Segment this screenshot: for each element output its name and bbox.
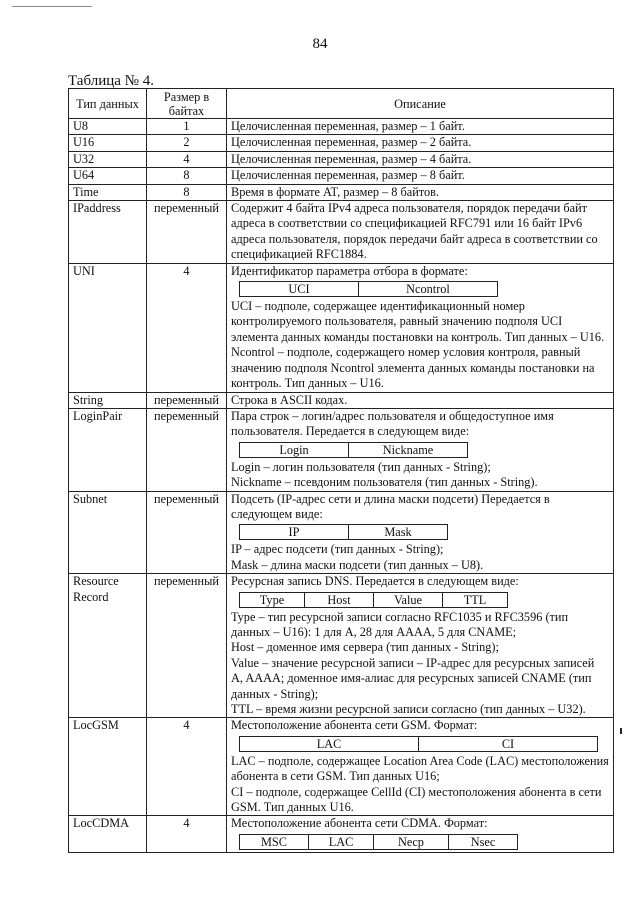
table-row (69, 201, 614, 264)
cell-description (227, 574, 614, 718)
description-text: Целочисленная переменная, размер – 8 байт. (231, 168, 465, 183)
cell-description (227, 201, 614, 264)
description-intro: Местоположение абонента сети CDMA. Формат: (231, 816, 488, 831)
format-diagram (239, 281, 498, 297)
cell-description (227, 816, 614, 852)
description-text: Целочисленная переменная, размер – 4 байта. (231, 151, 472, 166)
cell-description (227, 119, 614, 135)
format-field: TTL (443, 592, 508, 607)
description-text: IP – адрес подсети (тип данных - String); (231, 542, 444, 557)
format-field: Type (240, 592, 305, 607)
cell-size: 4 (147, 816, 227, 852)
description-text: Целочисленная переменная, размер – 2 байта. (231, 135, 472, 150)
table-row (69, 168, 614, 184)
description-text: Type – тип ресурсной записи согласно RFC1035 и RFC3596 (тип данных – U16): 1 для A, 28 для AAAA, 5 для CNAME; (231, 609, 569, 639)
table-row (69, 263, 614, 392)
cell-type: U64 (69, 168, 147, 184)
cell-type: Subnet (69, 491, 147, 574)
table-row (69, 135, 614, 151)
cell-size: переменный (147, 201, 227, 264)
format-diagram (239, 736, 598, 752)
description-text: TTL – время жизни ресурсной записи согласно (тип данных – U32). (231, 702, 586, 716)
table-row (69, 151, 614, 167)
format-field: LAC (240, 736, 419, 751)
table-row (69, 718, 614, 816)
table-row (69, 392, 614, 408)
cell-type: U8 (69, 119, 147, 135)
table-row (69, 574, 614, 718)
format-field: IP (240, 525, 349, 540)
scan-mark (12, 6, 92, 7)
table-caption: Таблица № 4. (68, 73, 154, 89)
scan-mark (620, 728, 622, 734)
description-text: UCI – подполе, содержащее идентификационный номер контролируемого пользователя, равный значению подполя UCI элемента данных команды постановки на контроль. Тип данных – U16. (231, 299, 605, 344)
format-field: LAC (309, 834, 374, 849)
cell-type: String (69, 392, 147, 408)
cell-type: U16 (69, 135, 147, 151)
cell-type: UNI (69, 263, 147, 392)
description-text: Mask – длина маски подсети (тип данных – U8). (231, 557, 484, 572)
cell-type: IPaddress (69, 201, 147, 264)
description-intro: Местоположение абонента сети GSM. Формат: (231, 718, 478, 733)
description-text: Содержит 4 байта IPv4 адреса пользователя, порядок передачи байт адреса в соответствии со спецификацией RFC791 или 16 байт IPv6 адреса пользователя, порядок передачи байт адреса в соответствии со спецификацией RFC1884. (231, 201, 598, 262)
cell-size: 2 (147, 135, 227, 151)
table-header-row (69, 89, 614, 119)
table-row (69, 119, 614, 135)
cell-description (227, 491, 614, 574)
description-intro: Подсеть (IP-адрес сети и длина маски подсети) Передается в следующем виде: (231, 491, 550, 521)
cell-type: LocCDMA (69, 816, 147, 852)
description-intro: Пара строк – логин/адрес пользователя и общедоступное имя пользователя. Передается в следующем виде: (231, 408, 554, 439)
cell-description (227, 263, 614, 392)
cell-type: Resource Record (69, 574, 147, 718)
table-row (69, 816, 614, 852)
cell-size: переменный (147, 408, 227, 491)
header-description: Описание (227, 89, 614, 119)
format-diagram (239, 592, 508, 608)
cell-size: 8 (147, 184, 227, 200)
cell-size: 4 (147, 263, 227, 392)
cell-description (227, 408, 614, 491)
format-field: Necp (374, 834, 449, 849)
format-field: Login (240, 442, 349, 457)
description-text: Login – логин пользователя (тип данных - String); (231, 459, 491, 474)
format-field: MSC (240, 834, 309, 849)
cell-size: переменный (147, 574, 227, 718)
cell-description (227, 392, 614, 408)
description-text: Value – значение ресурсной записи – IP-адрес для ресурсных записей A, AAAA; доменное имя-алиас для ресурсных записей CNAME (тип данных - String); (231, 655, 595, 701)
header-type: Тип данных (69, 89, 147, 119)
format-field: Host (305, 592, 374, 607)
description-text: Host – доменное имя сервера (тип данных - String); (231, 640, 499, 655)
format-field: UCI (240, 282, 359, 297)
cell-size: 8 (147, 168, 227, 184)
cell-description (227, 135, 614, 151)
table-row (69, 184, 614, 200)
cell-description (227, 718, 614, 816)
page-number: 84 (312, 36, 328, 52)
table-body (69, 119, 614, 853)
table-row (69, 491, 614, 574)
cell-size: 1 (147, 119, 227, 135)
format-field: CI (419, 736, 598, 751)
description-text: Время в формате AT, размер – 8 байтов. (231, 184, 440, 199)
format-field: Value (374, 592, 443, 607)
table-row (69, 408, 614, 491)
header-size: Размер в байтах (147, 89, 227, 119)
cell-description (227, 184, 614, 200)
description-intro: Ресурсная запись DNS. Передается в следующем виде: (231, 574, 519, 589)
description-intro: Идентификатор параметра отбора в формате: (231, 263, 468, 278)
format-diagram (239, 442, 468, 458)
cell-size: переменный (147, 392, 227, 408)
cell-type: Time (69, 184, 147, 200)
cell-size: 4 (147, 151, 227, 167)
format-diagram (239, 524, 448, 540)
cell-type: LocGSM (69, 718, 147, 816)
format-field: Ncontrol (359, 282, 498, 297)
cell-size: переменный (147, 491, 227, 574)
description-text: Строка в ASCII кодах. (231, 392, 348, 407)
format-field: Nickname (349, 442, 468, 457)
description-text: Целочисленная переменная, размер – 1 байт. (231, 119, 465, 133)
cell-type: LoginPair (69, 408, 147, 491)
data-types-table (68, 88, 614, 853)
format-field: Nsec (449, 834, 518, 849)
cell-type: U32 (69, 151, 147, 167)
format-diagram (239, 834, 518, 850)
cell-description (227, 151, 614, 167)
format-field: Mask (349, 525, 448, 540)
description-text: CI – подполе, содержащее CellId (CI) местоположения абонента в сети GSM. Тип данных U16. (231, 784, 602, 815)
description-text: LAC – подполе, содержащее Location Area Code (LAC) местоположения абонента в сети GSM. Тип данных U16; (231, 753, 609, 784)
description-text: Ncontrol – подполе, содержащего номер условия контроля, равный значению подполя Ncontrol элемента данных команды постановки на контроль. Тип данных – U16. (231, 345, 595, 391)
description-text: Nickname – псевдоним пользователя (тип данных - String). (231, 475, 538, 490)
cell-size: 4 (147, 718, 227, 816)
cell-description (227, 168, 614, 184)
